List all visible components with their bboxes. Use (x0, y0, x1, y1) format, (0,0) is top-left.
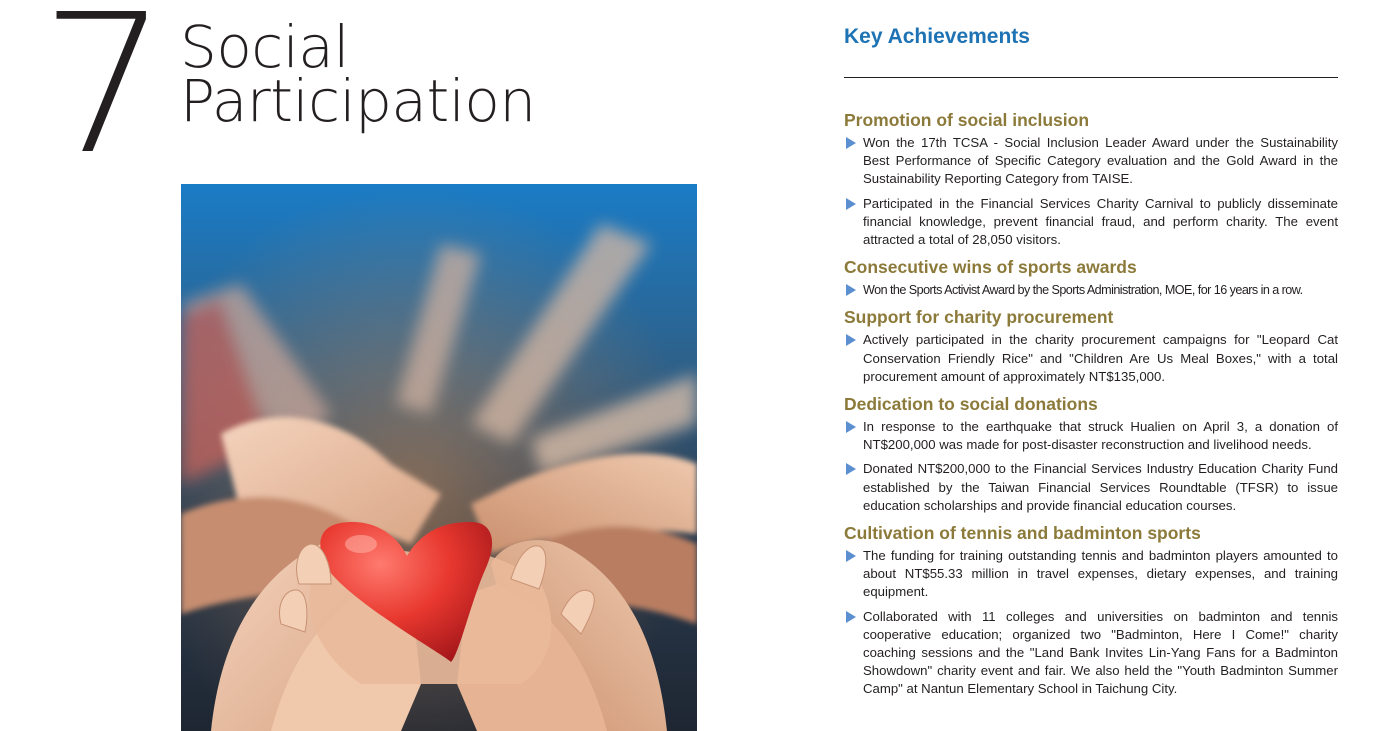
heart-in-hands-photo (181, 184, 697, 731)
triangle-bullet-icon (846, 550, 856, 562)
section-sports-awards (844, 255, 1338, 299)
bullet-text: Won the Sports Activist Award by the Sports Administration, MOE, for 16 years in a row. (863, 283, 1303, 298)
chapter-number: 7 (40, 0, 169, 197)
bullet-text: Won the 17th TCSA - Social Inclusion Leader Award under the Sustainability Best Performance of Specific Category evaluation and the Gold Award in the Sustainability Reporting Category from TAISE. (863, 135, 1338, 187)
list-item (844, 608, 1338, 699)
bullet-text: Actively participated in the charity procurement campaigns for "Leopard Cat Conservation Friendly Rice" and "Children Are Us Meal Boxes," with a total procurement amount of approximately NT$135,000. (863, 332, 1338, 384)
chapter-title (180, 13, 536, 135)
list-item (844, 418, 1338, 454)
achievements-list (844, 108, 1338, 705)
triangle-bullet-icon (846, 421, 856, 433)
list-item (844, 195, 1338, 250)
list-item (844, 460, 1338, 515)
list-item (844, 134, 1338, 189)
title-divider (844, 77, 1338, 78)
triangle-bullet-icon (846, 137, 856, 149)
bullet-text: Collaborated with 11 colleges and universities on badminton and tennis cooperative education; organized two "Badminton, Here I Come!" charity coaching sessions and the "Land Bank Invites Lin-Yang Fans for a Badminton Showdown" charity event and fair. We also held the "Youth Badminton Summer Camp" at Nantun Elementary School in Taichung City. (863, 608, 1338, 697)
section-heading: Dedication to social donations (844, 394, 1098, 415)
bullet-text: Donated NT$200,000 to the Financial Services Industry Education Charity Fund established by the Taiwan Financial Services Roundtable (TFSR) to issue education scholarships and provide financial education courses. (863, 461, 1338, 513)
section-heading: Promotion of social inclusion (844, 110, 1090, 130)
triangle-bullet-icon (846, 611, 856, 623)
triangle-bullet-icon (846, 463, 856, 475)
section-social-inclusion (844, 108, 1338, 249)
triangle-bullet-icon (846, 284, 856, 296)
list-item (844, 281, 1338, 299)
section-social-donations (844, 392, 1338, 515)
chapter-title-line1: Social (180, 13, 349, 81)
triangle-bullet-icon (846, 198, 856, 210)
bullet-text: The funding for training outstanding tennis and badminton players amounted to about NT$55.33 million in travel expenses, dietary expenses, and training equipment. (863, 548, 1338, 600)
list-item (844, 331, 1338, 386)
section-charity-procurement (844, 305, 1338, 386)
bullet-text: Participated in the Financial Services Charity Carnival to publicly disseminate financial knowledge, prevent financial fraud, and perform charity. The event attracted a total of 28,050 visitors. (863, 195, 1338, 248)
section-tennis-badminton (844, 521, 1338, 699)
key-achievements-title: Key Achievements (844, 25, 1030, 48)
bullet-text: In response to the earthquake that struck Hualien on April 3, a donation of NT$200,000 was made for post-disaster reconstruction and livelihood needs. (863, 419, 1338, 453)
section-heading: Support for charity procurement (844, 307, 1114, 328)
triangle-bullet-icon (846, 334, 856, 346)
section-heading: Consecutive wins of sports awards (844, 257, 1137, 278)
section-heading: Cultivation of tennis and badminton sports (844, 523, 1201, 544)
chapter-title-line2: Participation (180, 67, 536, 135)
list-item (844, 547, 1338, 602)
